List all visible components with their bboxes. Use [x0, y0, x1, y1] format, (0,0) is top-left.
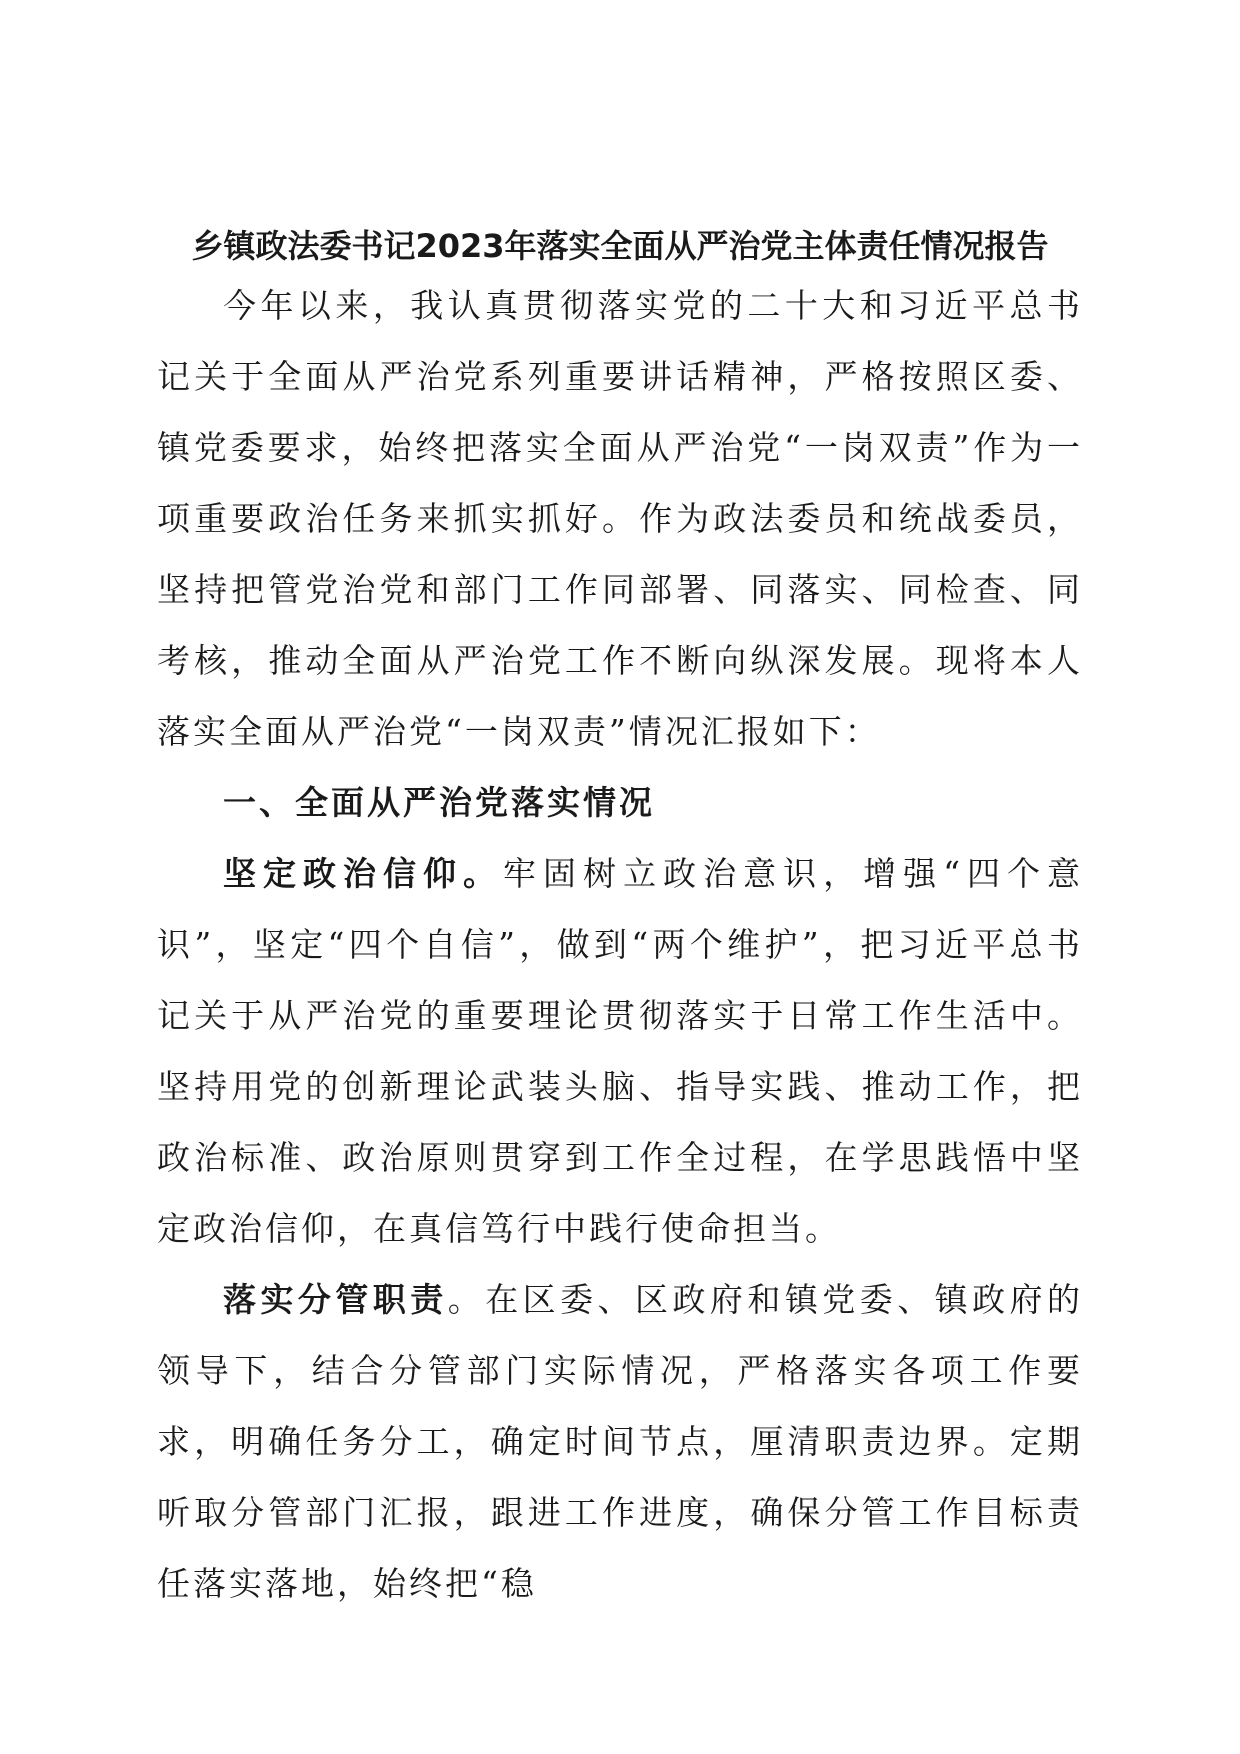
section-heading: 一、全面从严治党落实情况 [223, 783, 655, 822]
paragraph-text: 。在区委、区政府和镇党委、镇政府的领导下，结合分管部门实际情况，严格落实各项工作要求，明确任务分工，确定时间节点，厘清职责边界。定期听取分管部门汇报，跟进工作进度，确保分管工作目标责任落实落地，始终把“稳 [157, 1280, 1084, 1603]
intro-paragraph [157, 270, 1083, 767]
section-paragraph-duties [157, 1264, 1083, 1619]
paragraph-text: 牢固树立政治意识，增强“四个意识”，坚定“四个自信”，做到“两个维护”，把习近平总书记关于从严治党的重要理论贯彻落实于日常工作生活中。坚持用党的创新理论武装头脑、指导实践、推动工作，把政治标准、政治原则贯穿到工作全过程，在学思践悟中坚定政治信仰，在真信笃行中践行使命担当。 [157, 854, 1084, 1248]
document-title: 乡镇政法委书记2023年落实全面从严治党主体责任情况报告 [191, 227, 1049, 265]
paragraph-text: 今年以来，我认真贯彻落实党的二十大和习近平总书记关于全面从严治党系列重要讲话精神，严格按照区委、镇党委要求，始终把落实全面从严治党“一岗双责”作为一项重要政治任务来抓实抓好。作为政法委员和统战委员，坚持把管党治党和部门工作同部署、同落实、同检查、同考核，推动全面从严治党工作不断向纵深发展。现将本人落实全面从严治党“一岗双责”情况汇报如下： [157, 286, 1083, 751]
document-body [157, 270, 1083, 1619]
paragraph-lead: 坚定政治信仰。 [223, 854, 504, 893]
section-paragraph-political-belief [157, 838, 1083, 1264]
paragraph-lead: 落实分管职责 [223, 1280, 448, 1319]
